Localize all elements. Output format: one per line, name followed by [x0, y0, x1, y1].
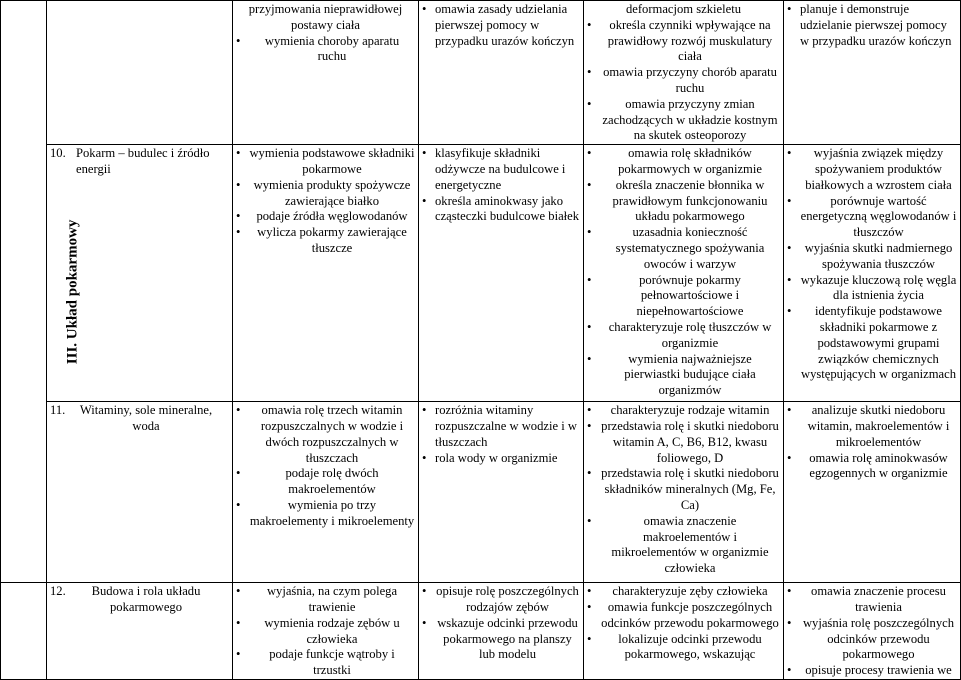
- list-item: • porównuje wartość energetyczną węglowodanów i tłuszczów: [787, 194, 957, 241]
- list-item: • wyjaśnia skutki nadmiernego spożywania tłuszczów: [787, 241, 957, 273]
- requirements-cell-3: [584, 583, 784, 680]
- table-row: [1, 145, 961, 402]
- list-item: • omawia rolę składników pokarmowych w organizmie: [587, 146, 780, 178]
- requirements-cell-1: [233, 583, 419, 680]
- list-item: przyjmowania nieprawidłowej postawy ciała: [248, 2, 403, 32]
- list-item: • określa aminokwasy jako cząsteczki budulcowe białek: [422, 194, 580, 226]
- topic-title: Budowa i rola układu pokarmowego: [91, 584, 201, 614]
- topic-title: Pokarm – budulec i źródło energii: [76, 146, 210, 176]
- list-item: • wyjaśnia rolę poszczególnych odcinków przewodu pokarmowego: [787, 616, 957, 663]
- requirements-cell-1: [233, 1, 419, 145]
- topic-cell: [47, 402, 233, 583]
- requirements-cell-3: [584, 402, 784, 583]
- list-item: • omawia znaczenie makroelementów i mikroelementów w organizmie człowieka: [587, 514, 780, 577]
- table-row: [1, 583, 961, 680]
- list-item: • wymienia podstawowe składniki pokarmowe: [236, 146, 415, 178]
- requirements-cell-3: [584, 145, 784, 402]
- empty-side-cell: [1, 583, 47, 680]
- list-item: • określa znaczenie błonnika w prawidłowym funkcjonowaniu układu pokarmowego: [587, 178, 780, 225]
- list-item: • rola wody w organizmie: [422, 451, 580, 467]
- list-item: • opisuje rolę poszczególnych rodzajów zębów: [422, 584, 580, 616]
- list-item: • porównuje pokarmy pełnowartościowe i niepełnowartościowe: [587, 273, 780, 320]
- list-item: • wskazuje odcinki przewodu pokarmowego na planszy lub modelu: [422, 616, 580, 663]
- list-item: • omawia przyczyny zmian zachodzących w układzie kostnym na skutek osteoporozy: [587, 97, 780, 144]
- list-item: • klasyfikuje składniki odżywcze na budulcowe i energetyczne: [422, 146, 580, 193]
- list-item: • przedstawia rolę i skutki niedoboru składników mineralnych (Mg, Fe, Ca): [587, 466, 780, 513]
- list-item: • określa czynniki wpływające na prawidłowy rozwój muskulatury ciała: [587, 18, 780, 65]
- list-item: • identyfikuje podstawowe składniki pokarmowe z podstawowymi grupami związków chemicznych występujących w organizmach: [787, 304, 957, 383]
- requirements-cell-4: [784, 583, 961, 680]
- list-item: • uzasadnia konieczność systematycznego spożywania owoców i warzyw: [587, 225, 780, 272]
- list-item: • omawia przyczyny chorób aparatu ruchu: [587, 65, 780, 97]
- list-item: • wymienia po trzy makroelementy i mikroelementy: [236, 498, 415, 530]
- requirements-cell-4: [784, 1, 961, 145]
- list-item: • lokalizuje odcinki przewodu pokarmowego, wskazując: [587, 632, 780, 664]
- list-item: • omawia znaczenie procesu trawienia: [787, 584, 957, 616]
- list-item: • przedstawia rolę i skutki niedoboru witamin A, C, B6, B12, kwasu foliowego, D: [587, 419, 780, 466]
- requirements-cell-2: [419, 1, 584, 145]
- list-item: • podaje rolę dwóch makroelementów: [236, 466, 415, 498]
- list-item: • wyjaśnia związek między spożywaniem produktów białkowych a wzrostem ciała: [787, 146, 957, 193]
- list-item: • planuje i demonstruje udzielanie pierwszej pomocy w przypadku urazów kończyn: [787, 2, 957, 49]
- requirements-cell-2: [419, 145, 584, 402]
- topic-cell: [47, 1, 233, 145]
- topic-number: 10.: [50, 146, 66, 161]
- list-item: • omawia zasady udzielania pierwszej pomocy w przypadku urazów kończyn: [422, 2, 580, 49]
- list-item: • omawia rolę aminokwasów egzogennych w organizmie: [787, 451, 957, 483]
- list-item: • opisuje procesy trawienia we: [787, 663, 957, 679]
- requirements-cell-4: [784, 402, 961, 583]
- list-item: • wyjaśnia, na czym polega trawienie: [236, 584, 415, 616]
- list-item: • podaje źródła węglowodanów: [236, 209, 415, 225]
- list-item: • podaje funkcje wątroby i trzustki: [236, 647, 415, 679]
- list-item: • charakteryzuje rodzaje witamin: [587, 403, 780, 419]
- section-label: III. Układ pokarmowy: [64, 219, 81, 364]
- list-item: • charakteryzuje zęby człowieka: [587, 584, 780, 600]
- list-item: • wymienia rodzaje zębów u człowieka: [236, 616, 415, 648]
- list-item: • wymienia produkty spożywcze zawierające białko: [236, 178, 415, 210]
- table-row: [1, 1, 961, 145]
- list-item: • wykazuje kluczową rolę węgla dla istnienia życia: [787, 273, 957, 305]
- requirements-cell-2: [419, 583, 584, 680]
- topic-number: 11.: [50, 403, 66, 418]
- list-item: • omawia rolę trzech witamin rozpuszczalnych w wodzie i dwóch rozpuszczalnych w tłuszczach: [236, 403, 415, 466]
- table-row: [1, 402, 961, 583]
- list-item: • wymienia choroby aparatu ruchu: [236, 34, 415, 66]
- list-item: deformacjom szkieletu: [625, 2, 742, 16]
- requirements-cell-4: [784, 145, 961, 402]
- requirements-cell-3: [584, 1, 784, 145]
- topic-number: 12.: [50, 584, 66, 599]
- list-item: • rozróżnia witaminy rozpuszczalne w wodzie i w tłuszczach: [422, 403, 580, 450]
- requirements-cell-1: [233, 402, 419, 583]
- topic-cell: [47, 583, 233, 680]
- list-item: • analizuje skutki niedoboru witamin, makroelementów i mikroelementów: [787, 403, 957, 450]
- requirements-cell-1: [233, 145, 419, 402]
- requirements-cell-2: [419, 402, 584, 583]
- topic-title: Witaminy, sole mineralne, woda: [79, 403, 213, 433]
- list-item: • omawia funkcje poszczególnych odcinków przewodu pokarmowego: [587, 600, 780, 632]
- list-item: • wymienia najważniejsze pierwiastki budujące ciała organizmów: [587, 352, 780, 399]
- list-item: • charakteryzuje rolę tłuszczów w organizmie: [587, 320, 780, 352]
- list-item: • wylicza pokarmy zawierające tłuszcze: [236, 225, 415, 257]
